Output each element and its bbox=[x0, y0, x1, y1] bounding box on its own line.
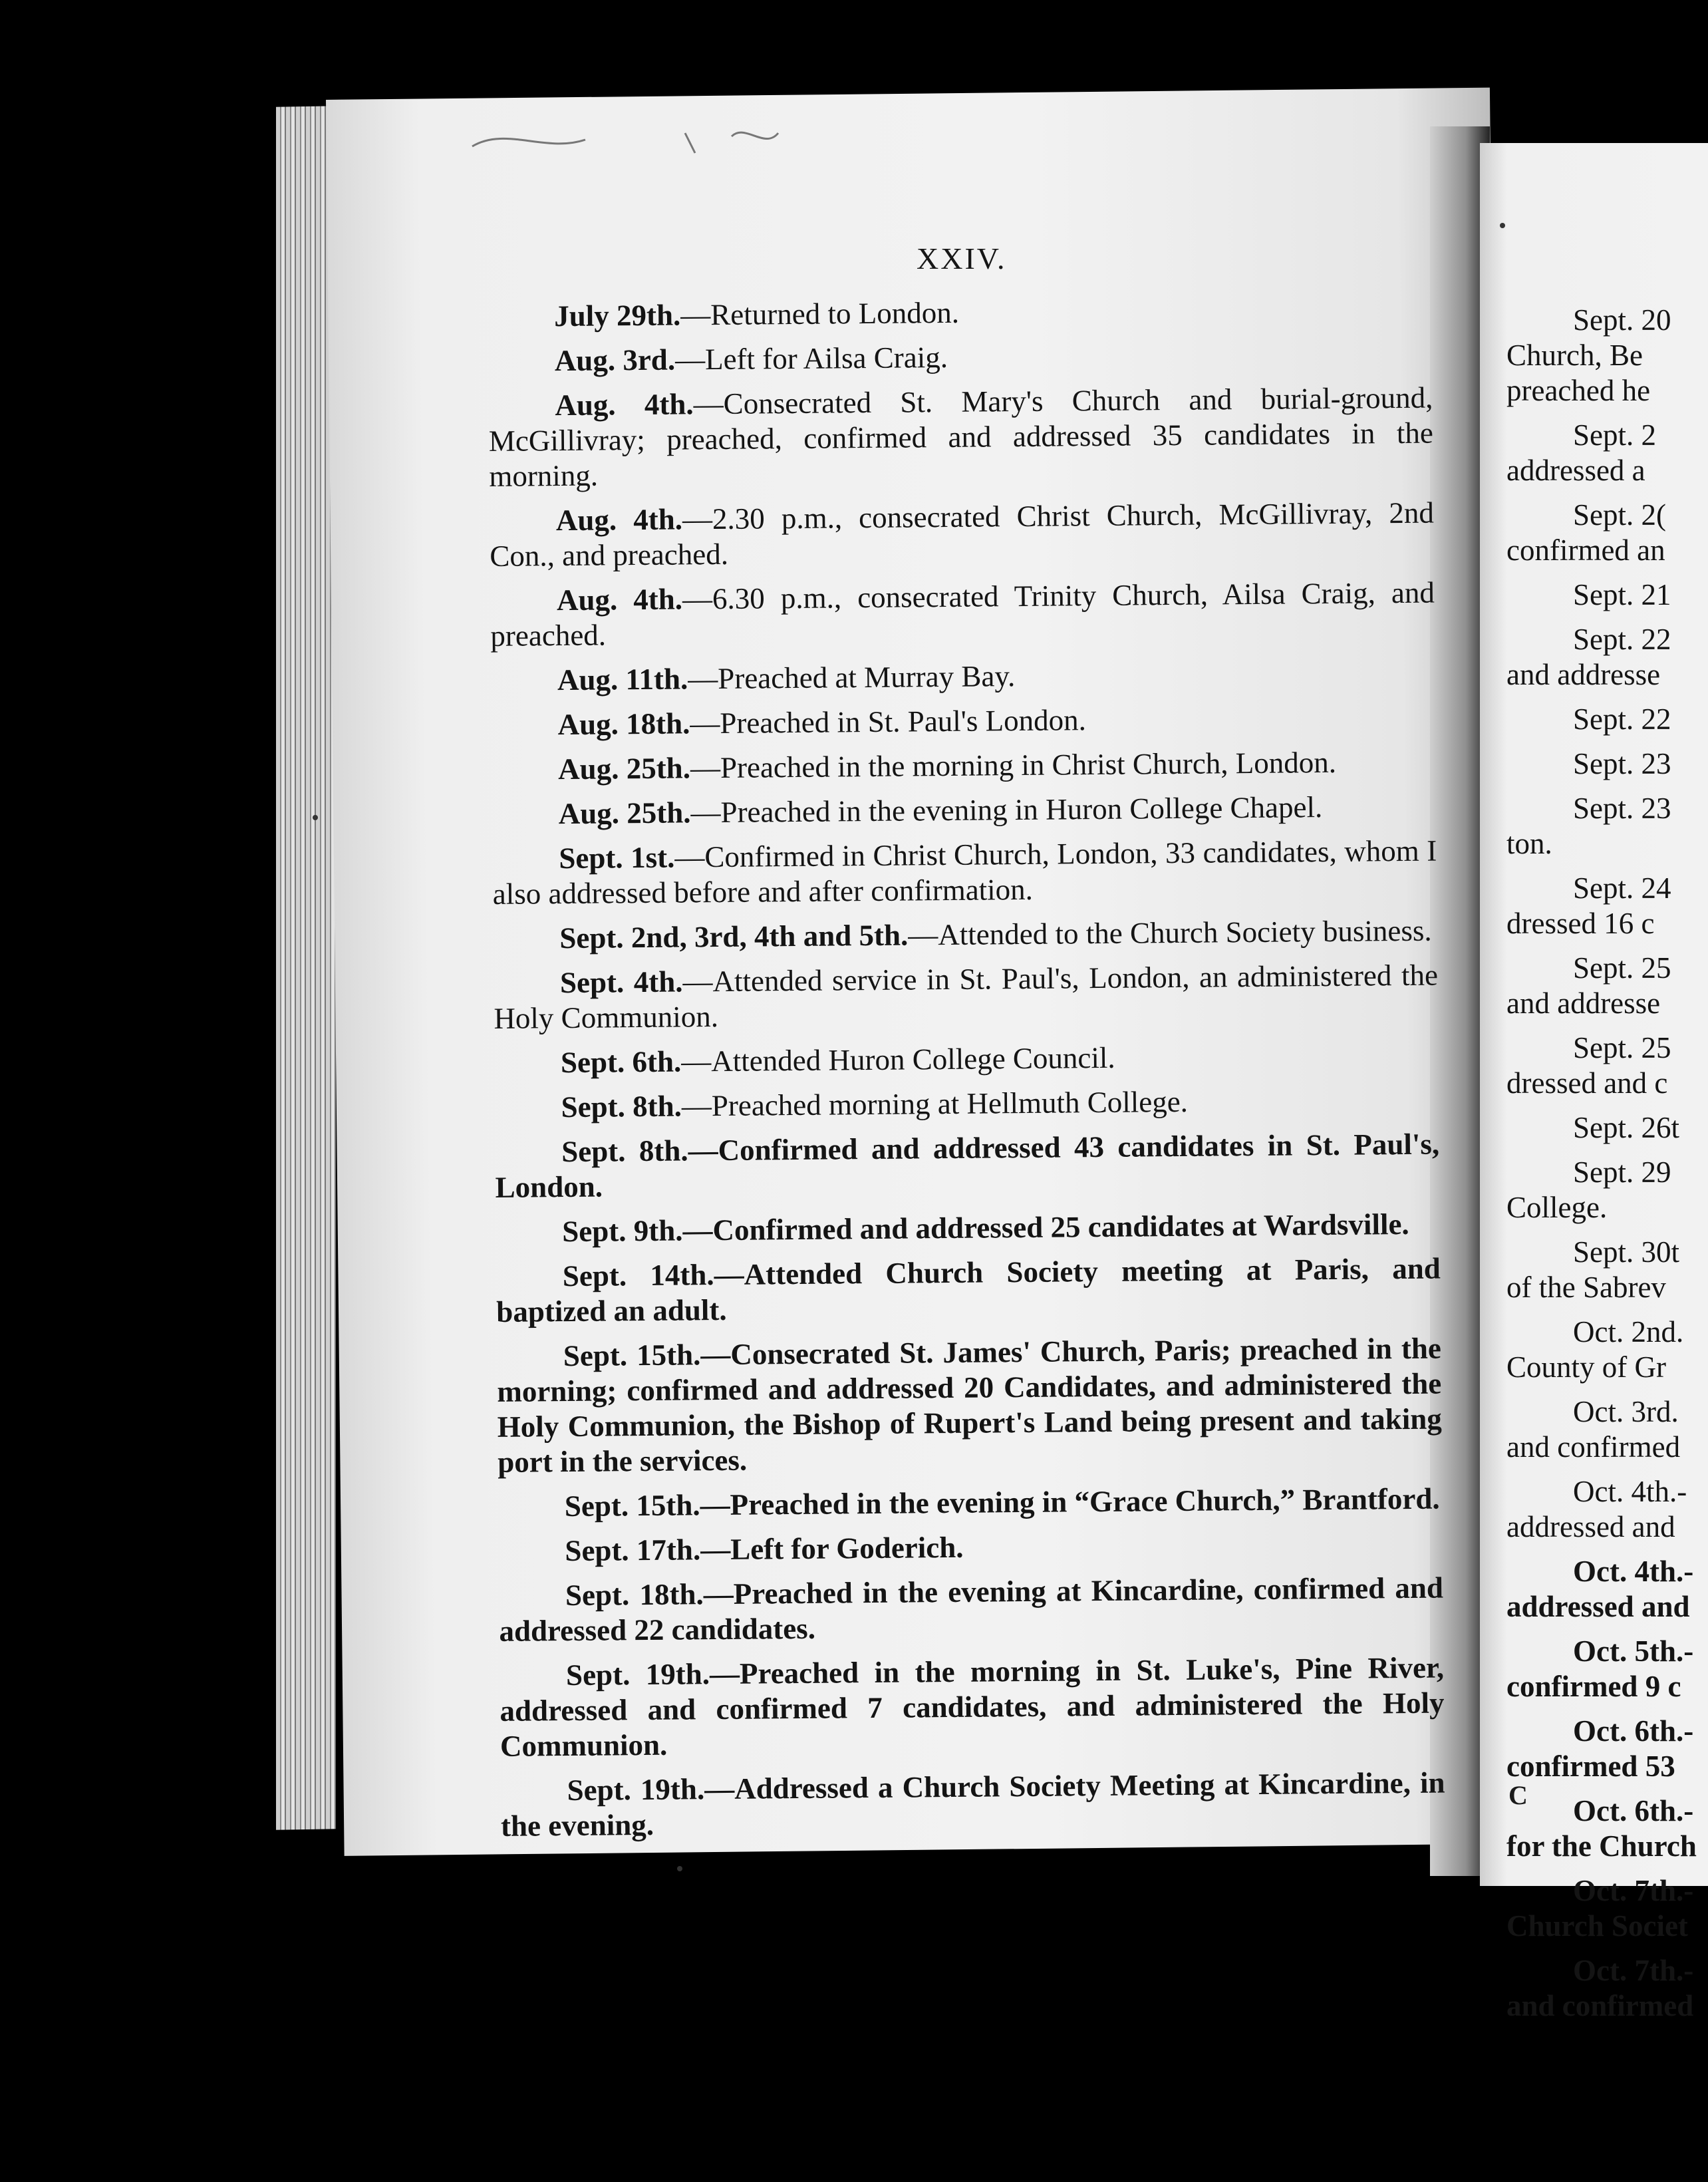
right-page-line: Sept. 20 bbox=[1573, 303, 1671, 337]
entry-text: —Left for Goderich. bbox=[700, 1530, 964, 1567]
entry-date: Sept. 15th. bbox=[563, 1338, 701, 1373]
entry-date: Aug. 4th. bbox=[555, 502, 683, 538]
entry-text: —Attended to the Church Society business. bbox=[908, 913, 1432, 952]
right-page-line: Oct. 2nd. bbox=[1573, 1315, 1684, 1348]
journal-entry bbox=[494, 958, 1439, 1036]
entry-text: —Returned to London. bbox=[680, 295, 960, 332]
right-page-line: Oct. 7th.- bbox=[1573, 1954, 1694, 1987]
entry-text: —Preached in the evening at Kincardine, confirmed and addressed 22 candidates. bbox=[499, 1571, 1444, 1648]
right-page-line: Sept. 26t bbox=[1573, 1111, 1680, 1144]
journal-entry bbox=[497, 1331, 1443, 1480]
right-page-line: ton. bbox=[1506, 827, 1552, 860]
entry-date: Sept. 9th. bbox=[562, 1213, 683, 1249]
journal-column bbox=[488, 291, 1445, 1853]
entry-date: Sept. 4th. bbox=[559, 965, 683, 1000]
right-page-line: Sept. 2 bbox=[1573, 418, 1657, 452]
journal-entry bbox=[496, 1207, 1440, 1250]
entry-date: Aug. 18th. bbox=[557, 706, 690, 742]
right-page-line: Oct. 3rd. bbox=[1573, 1395, 1679, 1428]
entry-text: —Preached in the evening in “Grace Church,” Brantford. bbox=[700, 1481, 1440, 1522]
right-page-line: Sept. 24 bbox=[1573, 871, 1671, 905]
entry-text: —Attended Huron College Council. bbox=[681, 1040, 1115, 1078]
right-page-line: Sept. 23 bbox=[1573, 792, 1671, 825]
entry-date: Sept. 19th. bbox=[565, 1657, 710, 1692]
entry-text: —Attended Church Society meeting at Paris, and baptized an adult. bbox=[496, 1251, 1441, 1328]
entry-text: —Consecrated St. James' Church, Paris; preached in the morning; confirmed and addressed 20 Candidates, and administered the Holy Communion, the Bishop of Rupert's Land being present and taking port in the services. bbox=[497, 1331, 1442, 1479]
entry-text: —Addressed a Church Society Meeting at Kincardine, in the evening. bbox=[500, 1766, 1445, 1843]
entry-date: Aug. 4th. bbox=[556, 582, 683, 617]
journal-entry bbox=[493, 913, 1437, 957]
right-page-line: Sept. 21 bbox=[1573, 578, 1671, 611]
right-page-line: Church, Be bbox=[1506, 339, 1643, 372]
entry-date: Sept. 8th. bbox=[561, 1089, 682, 1124]
signature-mark: C bbox=[1508, 1780, 1528, 1810]
right-page-line: Sept. 22 bbox=[1573, 623, 1671, 656]
entry-text: —Preached in the morning in St. Luke's, Pine River, addressed and confirmed 7 candidates, and administered the Holy Communion. bbox=[499, 1650, 1445, 1763]
entry-text: —Preached in the morning in Christ Church, London. bbox=[690, 745, 1337, 785]
journal-entry bbox=[492, 744, 1436, 788]
right-page-line: Sept. 30t bbox=[1573, 1235, 1680, 1269]
entry-date: Sept. 19th. bbox=[567, 1772, 705, 1807]
right-page-line: County of Gr bbox=[1506, 1350, 1666, 1384]
journal-entry bbox=[498, 1481, 1443, 1525]
right-page-line: College. bbox=[1506, 1191, 1608, 1224]
entry-date: Sept. 15th. bbox=[564, 1488, 700, 1523]
journal-entry bbox=[492, 834, 1437, 912]
right-page-line: for the Church bbox=[1506, 1829, 1697, 1863]
entry-text: —Attended service in St. Paul's, London, an administered the Holy Communion. bbox=[494, 958, 1439, 1035]
journal-entry bbox=[499, 1571, 1444, 1649]
page-edges bbox=[276, 106, 336, 1830]
entry-date: Aug. 25th. bbox=[558, 796, 691, 831]
journal-entry bbox=[494, 1038, 1439, 1081]
entry-date: Aug. 25th. bbox=[557, 751, 691, 786]
entry-text: —Confirmed and addressed 43 candidates in St. Paul's, London. bbox=[495, 1127, 1440, 1204]
entry-date: Sept. 6th. bbox=[560, 1044, 682, 1080]
entry-date: Sept. 8th. bbox=[561, 1134, 688, 1169]
right-page-line: and confirmed bbox=[1506, 1989, 1694, 2022]
right-page-line: addressed and bbox=[1506, 1510, 1675, 1543]
right-page-line: of the Sabrev bbox=[1506, 1271, 1666, 1304]
right-page-line: Oct. 6th.- bbox=[1573, 1714, 1694, 1748]
page-number: XXIV. bbox=[917, 241, 1007, 275]
right-page-line: and confirmed bbox=[1506, 1430, 1681, 1464]
journal-entry bbox=[494, 1082, 1439, 1126]
journal-entry bbox=[488, 291, 1432, 335]
entry-date: Aug. 11th. bbox=[557, 662, 688, 697]
right-page-line: addressed and bbox=[1506, 1590, 1690, 1623]
right-page-line: confirmed 53 bbox=[1506, 1750, 1675, 1783]
journal-entry bbox=[492, 789, 1437, 832]
journal-entry bbox=[490, 575, 1435, 654]
right-page-line: Sept. 22 bbox=[1573, 702, 1671, 736]
right-page-line: and addresse bbox=[1506, 987, 1661, 1020]
right-page-line: Oct. 7th.- bbox=[1573, 1874, 1694, 1907]
ink-speck bbox=[677, 1866, 682, 1871]
right-page-line: and addresse bbox=[1506, 658, 1661, 691]
right-page-line: Church Societ bbox=[1506, 1909, 1688, 1943]
entry-text: —2.30 p.m., consecrated Christ Church, McGillivray, 2nd Con., and preached. bbox=[490, 496, 1435, 573]
right-page-line: Oct. 5th.- bbox=[1573, 1635, 1694, 1668]
entry-text: —Preached morning at Hellmuth College. bbox=[681, 1084, 1189, 1123]
right-page-line: Sept. 2( bbox=[1573, 498, 1666, 532]
right-page-line: Sept. 23 bbox=[1573, 747, 1671, 780]
pencil-mark bbox=[466, 120, 825, 160]
journal-entry bbox=[488, 381, 1433, 494]
entry-date: July 29th. bbox=[554, 298, 681, 333]
entry-text: —Confirmed and addressed 25 candidates at Wardsville. bbox=[682, 1207, 1409, 1247]
entry-text: —Confirmed in Christ Church, London, 33 candidates, whom I also addressed before and after confirmation. bbox=[492, 834, 1437, 911]
journal-entry bbox=[496, 1251, 1441, 1330]
entry-date: Sept. 18th. bbox=[565, 1577, 704, 1613]
right-page-line: dressed and c bbox=[1506, 1066, 1668, 1100]
entry-text: —Preached in St. Paul's London. bbox=[690, 703, 1087, 740]
journal-entry bbox=[491, 700, 1435, 743]
journal-entry bbox=[500, 1766, 1445, 1844]
journal-entry bbox=[491, 655, 1435, 699]
ink-speck bbox=[1500, 223, 1505, 228]
right-page-line: Sept. 29 bbox=[1573, 1156, 1671, 1189]
right-page-line: preached he bbox=[1506, 374, 1651, 407]
journal-entry bbox=[488, 336, 1433, 379]
entry-date: Aug. 3rd. bbox=[554, 343, 676, 378]
entry-date: Sept. 2nd, 3rd, 4th and 5th. bbox=[559, 918, 909, 955]
right-page-line: dressed 16 c bbox=[1506, 907, 1655, 940]
right-page-text bbox=[1506, 303, 1708, 2024]
entry-text: —Preached in the evening in Huron College Chapel. bbox=[690, 790, 1323, 830]
right-page-line: addressed a bbox=[1506, 454, 1645, 487]
right-page-line: Sept. 25 bbox=[1573, 951, 1671, 985]
right-page-line: Oct. 4th.- bbox=[1573, 1475, 1687, 1508]
right-page-line: Sept. 25 bbox=[1573, 1031, 1671, 1064]
journal-entry bbox=[495, 1127, 1440, 1205]
journal-entry bbox=[498, 1526, 1443, 1569]
entry-text: —Consecrated St. Mary's Church and burial-ground, McGillivray; preached, confirmed and addressed 35 candidates in the morning. bbox=[488, 381, 1434, 493]
right-page-line: Oct. 6th.- bbox=[1573, 1794, 1694, 1827]
entry-text: —6.30 p.m., consecrated Trinity Church, Ailsa Craig, and preached. bbox=[490, 575, 1435, 653]
entry-date: Sept. 14th. bbox=[562, 1258, 714, 1293]
journal-entry bbox=[499, 1650, 1445, 1764]
journal-entry bbox=[490, 496, 1435, 574]
entry-text: —Left for Ailsa Craig. bbox=[674, 340, 948, 377]
entry-date: Sept. 1st. bbox=[559, 840, 675, 875]
entry-date: Sept. 17th. bbox=[565, 1533, 701, 1568]
right-page-line: Oct. 4th.- bbox=[1573, 1555, 1694, 1588]
entry-date: Aug. 4th. bbox=[555, 387, 694, 422]
entry-text: —Preached at Murray Bay. bbox=[688, 659, 1016, 696]
right-page-line: confirmed 9 c bbox=[1506, 1670, 1681, 1703]
right-page-line: confirmed an bbox=[1506, 534, 1665, 567]
ink-speck bbox=[313, 815, 318, 820]
